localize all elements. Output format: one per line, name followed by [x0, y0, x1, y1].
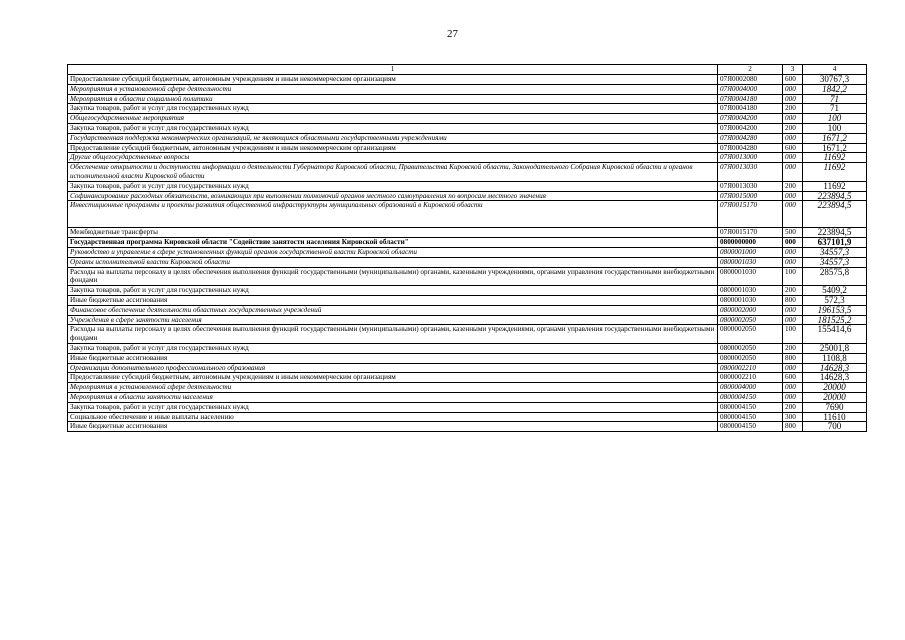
row-code-cell: 0800004000	[718, 383, 783, 393]
row-type-cell: 000	[783, 305, 803, 315]
row-amount-cell: 14628,3	[803, 363, 867, 373]
table-row	[68, 305, 867, 315]
row-type-cell: 000	[783, 94, 803, 104]
table-row	[68, 422, 867, 432]
row-amount-cell: 181525,2	[803, 315, 867, 325]
column-header-code: 2	[718, 65, 783, 75]
table-row	[68, 84, 867, 94]
table-row	[68, 402, 867, 412]
row-name-cell: Государственная поддержка некоммерческих организаций, не являющихся областными государственными учреждениями	[68, 133, 718, 143]
row-name-cell: Мероприятия в области занятости населения	[68, 392, 718, 402]
row-amount-cell: 34557,3	[803, 247, 867, 257]
row-code-cell: 0800004150	[718, 402, 783, 412]
row-code-cell: 07Я0015000	[718, 191, 783, 201]
row-name-cell: Органы исполнительной власти Кировской области	[68, 257, 718, 267]
row-amount-cell: 30767,3	[803, 75, 867, 85]
row-name-cell: Общегосударственные мероприятия	[68, 114, 718, 124]
row-amount-cell: 25001,8	[803, 343, 867, 353]
budget-table	[67, 64, 867, 432]
row-code-cell: 0800002050	[718, 353, 783, 363]
table-row	[68, 363, 867, 373]
row-type-cell: 000	[783, 84, 803, 94]
row-name-cell: Инвестиционные программы и проекты развития общественной инфраструктуры муниципальных образований в Кировской области	[68, 201, 718, 228]
row-amount-cell: 1671,2	[803, 143, 867, 153]
row-type-cell: 000	[783, 201, 803, 228]
row-name-cell: Мероприятия в установленной сфере деятельности	[68, 383, 718, 393]
row-code-cell: 0800002050	[718, 325, 783, 344]
row-amount-cell: 11692	[803, 153, 867, 163]
table-row	[68, 257, 867, 267]
row-amount-cell: 71	[803, 104, 867, 114]
row-amount-cell: 100	[803, 114, 867, 124]
row-code-cell: 0800002050	[718, 315, 783, 325]
table-row	[68, 153, 867, 163]
table-row	[68, 94, 867, 104]
row-name-cell: Предоставление субсидий бюджетным, автономным учреждениям и иным некоммерческим организациям	[68, 75, 718, 85]
row-type-cell: 000	[783, 191, 803, 201]
row-code-cell: 0800002210	[718, 373, 783, 383]
table-row	[68, 383, 867, 393]
row-name-cell: Социальное обеспечение и иные выплаты населению	[68, 412, 718, 422]
row-amount-cell: 196153,5	[803, 305, 867, 315]
row-amount-cell: 20000	[803, 383, 867, 393]
table-row	[68, 295, 867, 305]
row-code-cell: 0800004150	[718, 392, 783, 402]
row-name-cell: Организации дополнительного профессионального образования	[68, 363, 718, 373]
row-name-cell: Расходы на выплаты персоналу в целях обеспечения выполнения функций государственными (муниципальными) органами, казенными учреждениями, органами управления государственными внебюджетными фондами	[68, 325, 718, 344]
row-amount-cell: 637101,9	[803, 238, 867, 248]
row-amount-cell: 7690	[803, 402, 867, 412]
table-row	[68, 133, 867, 143]
row-code-cell: 0800002000	[718, 305, 783, 315]
table-row	[68, 143, 867, 153]
row-code-cell: 0800002050	[718, 343, 783, 353]
row-type-cell: 200	[783, 181, 803, 191]
row-amount-cell: 223894,5	[803, 191, 867, 201]
table-row	[68, 238, 867, 248]
row-type-cell: 000	[783, 257, 803, 267]
row-amount-cell: 34557,3	[803, 257, 867, 267]
row-name-cell: Иные бюджетные ассигнования	[68, 353, 718, 363]
row-code-cell: 0800004150	[718, 412, 783, 422]
row-code-cell: 07Я0004200	[718, 114, 783, 124]
row-name-cell: Закупка товаров, работ и услуг для государственных нужд	[68, 104, 718, 114]
row-code-cell: 0800002210	[718, 363, 783, 373]
table-body	[68, 75, 867, 432]
column-header-amount: 4	[803, 65, 867, 75]
row-amount-cell: 100	[803, 123, 867, 133]
table-row	[68, 286, 867, 296]
row-amount-cell: 1108,8	[803, 353, 867, 363]
row-code-cell: 07Я0013030	[718, 181, 783, 191]
row-name-cell: Обеспечение открытости и доступности информации о деятельности Губернатора Кировской области, Правительства Кировской области, Законодательного Собрания Кировской области и органов исполнительной власти Кировской области	[68, 163, 718, 182]
row-name-cell: Мероприятия в установленной сфере деятельности	[68, 84, 718, 94]
row-code-cell: 07Я0002080	[718, 75, 783, 85]
table-row	[68, 412, 867, 422]
row-name-cell: Иные бюджетные ассигнования	[68, 295, 718, 305]
row-type-cell: 000	[783, 247, 803, 257]
row-code-cell: 07Я0013000	[718, 153, 783, 163]
row-name-cell: Предоставление субсидий бюджетным, автономным учреждениям и иным некоммерческим организациям	[68, 143, 718, 153]
row-type-cell: 000	[783, 238, 803, 248]
row-name-cell: Учреждения в сфере занятости населения	[68, 315, 718, 325]
row-code-cell: 0800004150	[718, 422, 783, 432]
row-code-cell: 0800000000	[718, 238, 783, 248]
row-name-cell: Мероприятия в области социальной политики	[68, 94, 718, 104]
page-number: 27	[447, 28, 458, 40]
row-code-cell: 0800001000	[718, 247, 783, 257]
table-header-row	[68, 65, 867, 75]
row-amount-cell: 14628,3	[803, 373, 867, 383]
row-type-cell: 100	[783, 267, 803, 286]
row-name-cell: Другие общегосударственные вопросы	[68, 153, 718, 163]
row-name-cell: Закупка товаров, работ и услуг для государственных нужд	[68, 286, 718, 296]
row-type-cell: 800	[783, 353, 803, 363]
table-row	[68, 325, 867, 344]
row-amount-cell: 700	[803, 422, 867, 432]
row-name-cell: Руководство и управление в сфере установленных функций органов государственной власти Кировской области	[68, 247, 718, 257]
table-row	[68, 191, 867, 201]
row-type-cell: 200	[783, 104, 803, 114]
column-header-type: 3	[783, 65, 803, 75]
row-amount-cell: 572,3	[803, 295, 867, 305]
table-row	[68, 104, 867, 114]
column-header-name: 1	[68, 65, 718, 75]
row-name-cell: Закупка товаров, работ и услуг для государственных нужд	[68, 343, 718, 353]
row-amount-cell: 11692	[803, 163, 867, 182]
row-type-cell: 200	[783, 123, 803, 133]
row-type-cell: 800	[783, 422, 803, 432]
row-name-cell: Софинансирование расходных обязательств, возникающих при выполнении полномочий органов местного самоуправления по вопросам местного значения	[68, 191, 718, 201]
row-type-cell: 200	[783, 343, 803, 353]
row-amount-cell: 223894,5	[803, 228, 867, 238]
table-row	[68, 315, 867, 325]
table-row	[68, 163, 867, 182]
row-code-cell: 07Я0004000	[718, 84, 783, 94]
row-amount-cell: 1671,2	[803, 133, 867, 143]
row-code-cell: 07Я0004280	[718, 143, 783, 153]
row-type-cell: 200	[783, 402, 803, 412]
table-row	[68, 228, 867, 238]
row-amount-cell: 20000	[803, 392, 867, 402]
table-row	[68, 373, 867, 383]
row-code-cell: 07Я0004180	[718, 94, 783, 104]
row-amount-cell: 155414,6	[803, 325, 867, 344]
row-type-cell: 500	[783, 228, 803, 238]
row-type-cell: 600	[783, 143, 803, 153]
table-row	[68, 201, 867, 228]
row-type-cell: 000	[783, 114, 803, 124]
row-code-cell: 0800001030	[718, 295, 783, 305]
row-type-cell: 100	[783, 325, 803, 344]
row-type-cell: 600	[783, 75, 803, 85]
row-code-cell: 07Я0004180	[718, 104, 783, 114]
row-name-cell: Межбюджетные трансферты	[68, 228, 718, 238]
table-row	[68, 343, 867, 353]
row-name-cell: Закупка товаров, работ и услуг для государственных нужд	[68, 123, 718, 133]
row-type-cell: 300	[783, 412, 803, 422]
row-code-cell: 07Я0004280	[718, 133, 783, 143]
row-name-cell: Закупка товаров, работ и услуг для государственных нужд	[68, 181, 718, 191]
row-type-cell: 000	[783, 363, 803, 373]
row-amount-cell: 28575,8	[803, 267, 867, 286]
row-amount-cell: 1842,2	[803, 84, 867, 94]
table-row	[68, 247, 867, 257]
row-code-cell: 07Я0004200	[718, 123, 783, 133]
table-row	[68, 181, 867, 191]
row-name-cell: Расходы на выплаты персоналу в целях обеспечения выполнения функций государственными (муниципальными) органами, казенными учреждениями, органами управления государственными внебюджетными фондами	[68, 267, 718, 286]
row-code-cell: 07Я0015170	[718, 201, 783, 228]
row-code-cell: 0800001030	[718, 286, 783, 296]
row-name-cell: Государственная программа Кировской области "Содействие занятости населения Кировской области"	[68, 238, 718, 248]
row-code-cell: 07Я0015170	[718, 228, 783, 238]
row-name-cell: Иные бюджетные ассигнования	[68, 422, 718, 432]
row-code-cell: 0800001030	[718, 257, 783, 267]
row-name-cell: Финансовое обеспечение деятельности областных государственных учреждений	[68, 305, 718, 315]
row-code-cell: 07Я0013030	[718, 163, 783, 182]
table-row	[68, 114, 867, 124]
row-amount-cell: 11610	[803, 412, 867, 422]
row-amount-cell: 11692	[803, 181, 867, 191]
row-amount-cell: 5409,2	[803, 286, 867, 296]
row-type-cell: 000	[783, 133, 803, 143]
row-type-cell: 000	[783, 163, 803, 182]
table-row	[68, 75, 867, 85]
row-name-cell: Предоставление субсидий бюджетным, автономным учреждениям и иным некоммерческим организациям	[68, 373, 718, 383]
row-name-cell: Закупка товаров, работ и услуг для государственных нужд	[68, 402, 718, 412]
table-row	[68, 353, 867, 363]
row-type-cell: 000	[783, 153, 803, 163]
row-type-cell: 000	[783, 392, 803, 402]
row-amount-cell: 71	[803, 94, 867, 104]
row-type-cell: 200	[783, 286, 803, 296]
table-row	[68, 392, 867, 402]
row-type-cell: 000	[783, 383, 803, 393]
row-type-cell: 600	[783, 373, 803, 383]
row-type-cell: 800	[783, 295, 803, 305]
table-row	[68, 123, 867, 133]
row-code-cell: 0800001030	[718, 267, 783, 286]
table-row	[68, 267, 867, 286]
row-amount-cell: 223894,5	[803, 201, 867, 228]
row-type-cell: 000	[783, 315, 803, 325]
